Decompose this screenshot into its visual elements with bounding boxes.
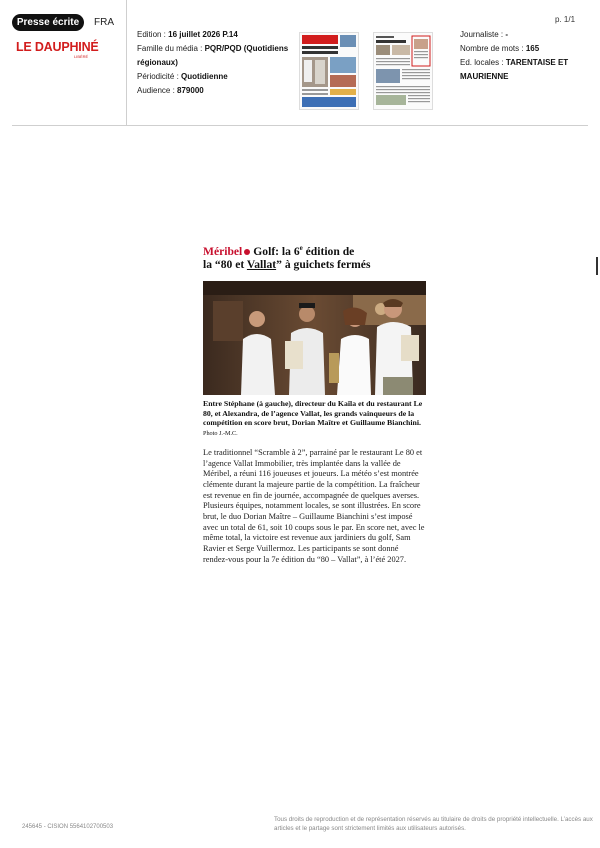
kicker-dot-icon xyxy=(244,249,250,255)
article-kicker: Méribel xyxy=(203,244,243,258)
journalist-row: Journaliste : - xyxy=(460,30,509,39)
document-id: 245645 - CISION 5564102700503 xyxy=(22,824,114,830)
media-info xyxy=(137,28,297,98)
article-page-thumbnail xyxy=(373,32,433,110)
scroll-marker xyxy=(596,257,598,275)
photo-credit: Photo J.-M.C. xyxy=(203,429,238,437)
article-info xyxy=(460,28,590,84)
words-value: 165 xyxy=(525,44,540,53)
edition-value: 16 juillet 2026 P.14 xyxy=(168,30,238,39)
newspaper-logo xyxy=(16,41,108,59)
article-body: Le traditionnel “Scramble à 2”, parrainé par le restaurant Le 80 et l’agence Vallat Immobilier, très implantée dans la vallée de Méribel, a réuni 116 joueuses et joueurs. La météo s’est montrée clémente durant la majeure partie de la compétition. La fraîcheur est revenue en fin de journée, accompagnée de quelques averses. Plusieurs équipes, notamment locales, se sont illustrées. En score brut, le duo Dorian Maître – Guillaume Bianchini s’est imposé avec un total de 61, soit 10 coups sous le par. En score net, avec le même total, la victoire est revenue aux jardiniers du golf, Sam Ravier et Serge Vuillermoz. Les participants se sont donné rendez-vous pour la 7e édition du “80 – Vallat”, à l’été 2027. xyxy=(203,448,425,564)
caption-text: Entre Stéphane (à gauche), directeur du Kaïla et du restaurant Le 80, et Alexandra, de l’agence Vallat, les grands vainqueurs de la compétition en score brut, Dorian Maître et Guillaume Bianchini. xyxy=(203,399,423,428)
logo-subtext: LIBÉRÉ xyxy=(74,54,89,59)
words-row: Nombre de mots : 165 xyxy=(460,44,540,53)
journalist-value: - xyxy=(505,30,509,39)
logo-text: LE DAUPHINÉ xyxy=(16,40,99,54)
article-headline: Méribel Golf: la 6e édition de la “80 et Vallat” à guichets fermés xyxy=(203,244,371,272)
header-divider-horizontal xyxy=(12,125,588,126)
periodicity-value: Quotidienne xyxy=(181,72,228,81)
local-editions-row: Ed. locales : TARENTAISE ET MAURIENNE xyxy=(460,58,569,81)
header-divider-vertical xyxy=(126,0,127,126)
periodicity-row: Périodicité : Quotidienne xyxy=(137,72,228,81)
copyright-notice: Tous droits de reproduction et de représentation réservés au titulaire de droits de propriété intellectuelle. L’accès aux articles et le partage sont strictement limités aux utilisateurs autorisés. xyxy=(274,816,593,832)
front-page-thumbnail xyxy=(299,32,359,110)
family-value: PQR/PQD (Quotidiens régionaux) xyxy=(137,44,289,67)
audience-value: 879000 xyxy=(177,86,204,95)
headline-underlined-word: Vallat xyxy=(246,258,277,272)
family-row: Famille du média : PQR/PQD (Quotidiens régionaux) xyxy=(137,44,289,67)
edition-row: Edition : 16 juillet 2026 P.14 xyxy=(137,30,238,39)
audience-row: Audience : 879000 xyxy=(137,86,204,95)
photo-caption xyxy=(203,399,425,438)
local-editions-value: TARENTAISE ET MAURIENNE xyxy=(460,58,569,81)
article-photo xyxy=(203,281,426,395)
country-code: FRA xyxy=(94,17,114,28)
media-type-badge: Presse écrite xyxy=(12,14,84,31)
page-counter: p. 1/1 xyxy=(555,15,576,24)
